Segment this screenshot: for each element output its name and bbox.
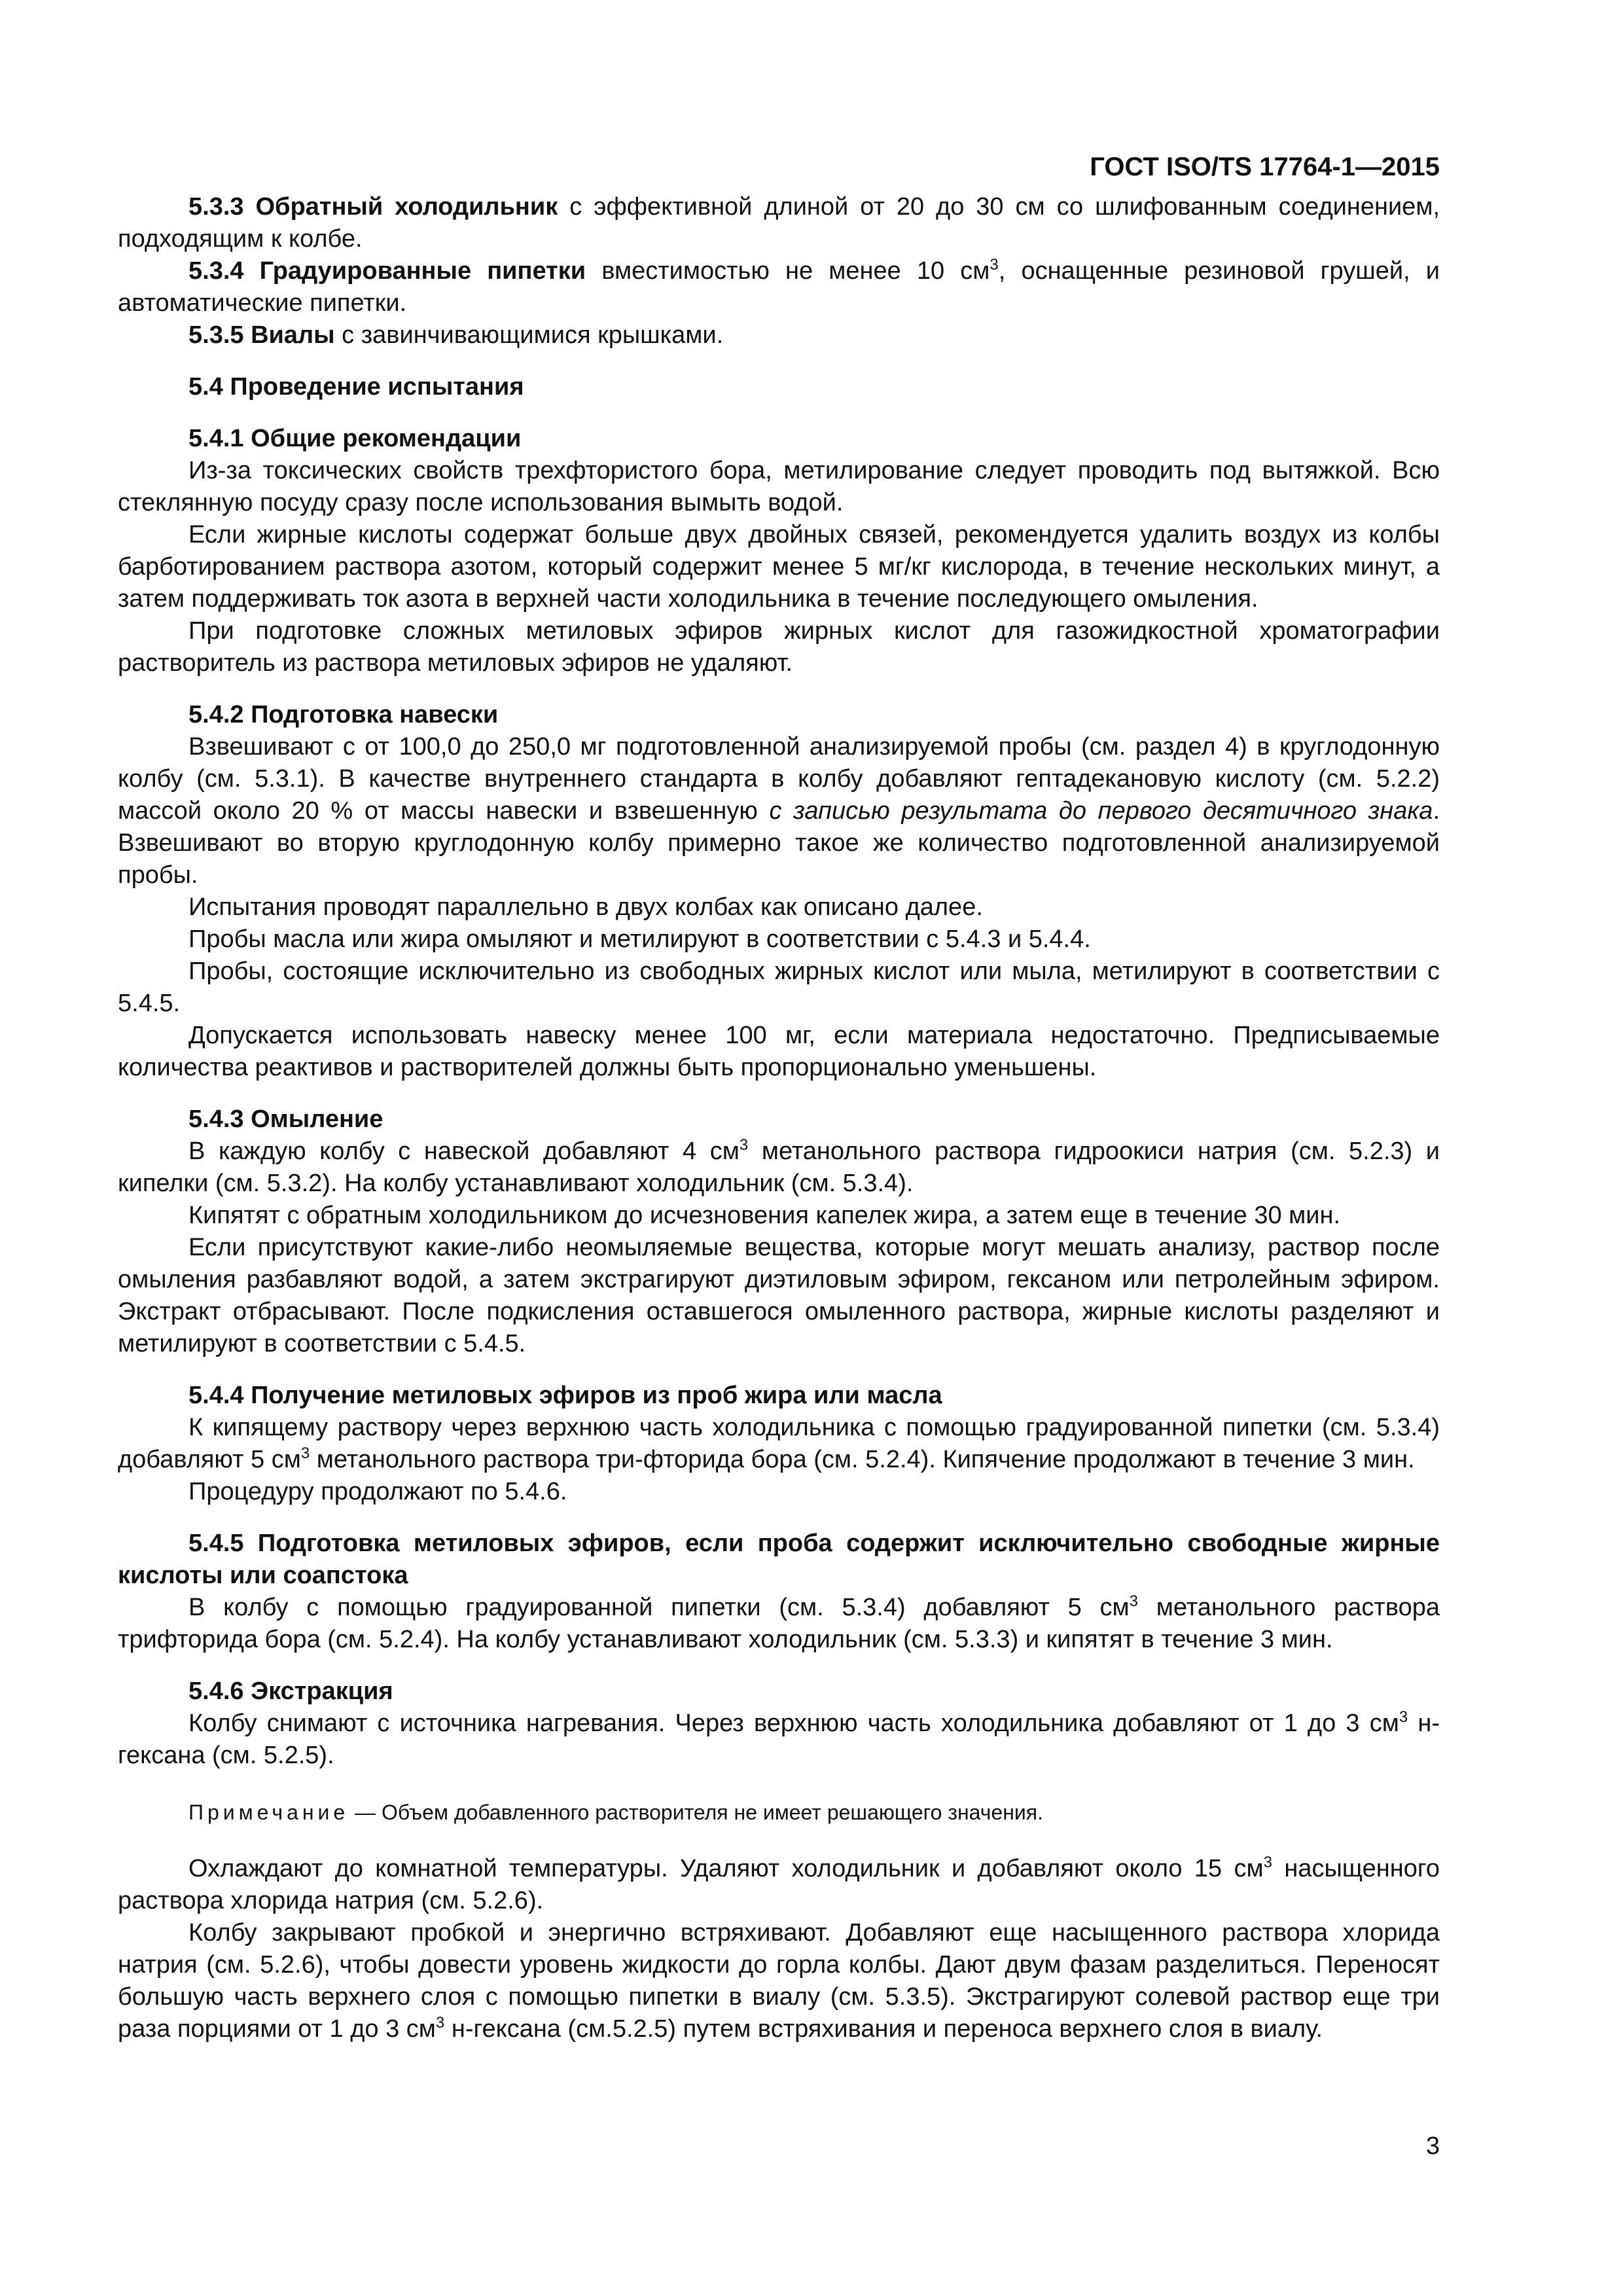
paragraph: Допускается использовать навеску менее 100 мг, если материала недостаточно. Предписываемые количества реактивов и растворителей должны быть пропорционально уменьшены. [118, 1022, 1440, 1081]
text: н-гексана (см. 5.2.5). [118, 1710, 1440, 1769]
superscript: 3 [435, 2014, 445, 2032]
section-heading-5-4-2: 5.4.2 Подготовка навески [188, 701, 499, 728]
text: В колбу с помощью градуированной пипетки (см. 5.3.4) добавляют 5 см [188, 1594, 1130, 1621]
paragraph: При подготовке сложных метиловых эфиров жирных кислот для газожидкостной хроматографии растворитель из раствора метиловых эфиров не удаляют. [118, 617, 1440, 677]
paragraph-5-3-3 [118, 191, 1440, 255]
text: насыщенного раствора хлорида натрия (см. 5.2.6). [118, 1855, 1440, 1914]
superscript: 3 [739, 1136, 749, 1154]
superscript: 3 [300, 1444, 310, 1462]
page-number: 3 [1425, 2132, 1440, 2160]
text-5-3-4-b: , оснащенные резиновой грушей, и автоматические пипетки. [118, 257, 1440, 317]
text: н-гексана (см.5.2.5) путем встряхивания и переноса верхнего слоя в виалу. [444, 2015, 1323, 2043]
term-5-3-3: 5.3.3 Обратный холодильник [188, 193, 558, 221]
paragraph [118, 1136, 1440, 1200]
text: Колбу снимают с источника нагревания. Через верхнюю часть холодильника добавляют от 1 до 3 см [188, 1710, 1399, 1737]
term-5-3-4: 5.3.4 Градуированные пипетки [188, 257, 586, 285]
paragraph: Если жирные кислоты содержат больше двух двойных связей, рекомендуется удалить воздух из колбы барботированием раствора азотом, который содержит менее 5 мг/кг кислорода, в течение нескольких минут, а затем поддерживать ток азота в верхней части холодильника в течение последующего омыления. [118, 521, 1440, 613]
superscript: 3 [1263, 1854, 1272, 1871]
paragraph: Процедуру продолжают по 5.4.6. [188, 1478, 567, 1505]
paragraph: Испытания проводят параллельно в двух колбах как описано далее. [188, 893, 983, 921]
text: В каждую колбу с навеской добавляют 4 см [188, 1138, 740, 1165]
text-5-3-3: с эффективной длиной от 20 до 30 см со шлифованным соединением, подходящим к колбе. [118, 193, 1440, 253]
superscript: 3 [990, 256, 999, 274]
text-5-3-4-a: вместимостью не менее 10 см [586, 257, 990, 285]
paragraph [118, 1412, 1440, 1476]
section-heading-5-4-6: 5.4.6 Экстракция [188, 1677, 393, 1705]
note-label: Примечание [188, 1801, 349, 1824]
paragraph [118, 1917, 1440, 2045]
text: Колбу закрывают пробкой и энергично встряхивают. Добавляют еще насыщенного раствора хлорида натрия (см. 5.2.6), чтобы довести уровень жидкости до горла колбы. Дают двум фазам разделиться. Переносят большую часть верхнего слоя с помощью пипетки в виалу (см. 5.3.5). Экстрагируют солевой раствор еще три раза порциями от 1 до 3 см [118, 1919, 1440, 2043]
paragraph: Кипятят с обратным холодильником до исчезновения капелек жира, а затем еще в течение 30 мин. [188, 1202, 1341, 1229]
document-header: ГОСТ ISO/TS 17764-1—2015 [1090, 152, 1440, 181]
text: . Взвешивают во вторую круглодонную колбу примерно такое же количество подготовленной анализируемой пробы. [118, 797, 1440, 889]
text: К кипящему раствору через верхнюю часть холодильника с помощью градуированной пипетки (см. 5.3.4) добавляют 5 см [118, 1414, 1440, 1473]
paragraph-5-3-4 [118, 255, 1440, 319]
paragraph: Если присутствуют какие-либо неомыляемые вещества, которые могут мешать анализу, раствор после омыления разбавляют водой, а затем экстрагируют диэтиловым эфиром, гексаном или петролейным эфиром. Экстракт отбрасывают. После подкисления оставшегося омыленного раствора, жирные кислоты разделяют и метилируют в соответствии с 5.4.5. [118, 1234, 1440, 1357]
document-page [118, 151, 1440, 2045]
italic-text: с записью результата до первого десятичного знака [769, 797, 1433, 825]
note-text: — Объем добавленного растворителя не имеет решающего значения. [349, 1801, 1043, 1824]
term-5-3-5: 5.3.5 Виалы [188, 321, 335, 349]
superscript: 3 [1129, 1592, 1139, 1610]
paragraph: Пробы масла или жира омыляют и метилируют в соответствии с 5.4.3 и 5.4.4. [188, 925, 1091, 953]
paragraph [118, 1592, 1440, 1656]
paragraph-5-3-5 [118, 319, 1440, 351]
paragraph: Пробы, состоящие исключительно из свободных жирных кислот или мыла, метилируют в соответствии с 5.4.5. [118, 958, 1440, 1017]
text: метанольного раствора гидроокиси натрия (см. 5.2.3) и кипелки (см. 5.3.2). На колбу устанавливают холодильник (см. 5.3.4). [118, 1138, 1440, 1197]
section-heading-5-4-3: 5.4.3 Омыление [188, 1105, 383, 1133]
section-heading-5-4-1: 5.4.1 Общие рекомендации [188, 425, 522, 452]
superscript: 3 [1399, 1708, 1408, 1726]
section-heading-5-4-5: 5.4.5 Подготовка метиловых эфиров, если проба содержит исключительно свободные жирные кислоты или соапстока [118, 1530, 1440, 1589]
paragraph [118, 731, 1440, 891]
paragraph: Из-за токсических свойств трехфтористого бора, метилирование следует проводить под вытяжкой. Всю стеклянную посуду сразу после использования вымыть водой. [118, 457, 1440, 516]
text: метанольного раствора трифторида бора (см. 5.2.4). На колбу устанавливают холодильник (см. 5.3.3) и кипятят в течение 3 мин. [118, 1594, 1440, 1653]
section-heading-5-4-4: 5.4.4 Получение метиловых эфиров из проб жира или масла [188, 1382, 942, 1409]
text: Охлаждают до комнатной температуры. Удаляют холодильник и добавляют около 15 см [188, 1855, 1264, 1882]
text: метанольного раствора три-фторида бора (см. 5.2.4). Кипячение продолжают в течение 3 мин. [310, 1446, 1415, 1473]
section-heading-5-4: 5.4 Проведение испытания [188, 373, 524, 401]
text-5-3-5: с завинчивающимися крышками. [334, 321, 724, 349]
text: Взвешивают с от 100,0 до 250,0 мг подготовленной анализируемой пробы (см. раздел 4) в круглодонную колбу (см. 5.3.1). В качестве внутреннего стандарта в колбу добавляют гептадекановую кислоту (см. 5.2.2) массой около 20 % от массы навески и взвешенную [118, 733, 1440, 825]
paragraph [118, 1853, 1440, 1917]
note [118, 1798, 1440, 1827]
paragraph [118, 1708, 1440, 1772]
